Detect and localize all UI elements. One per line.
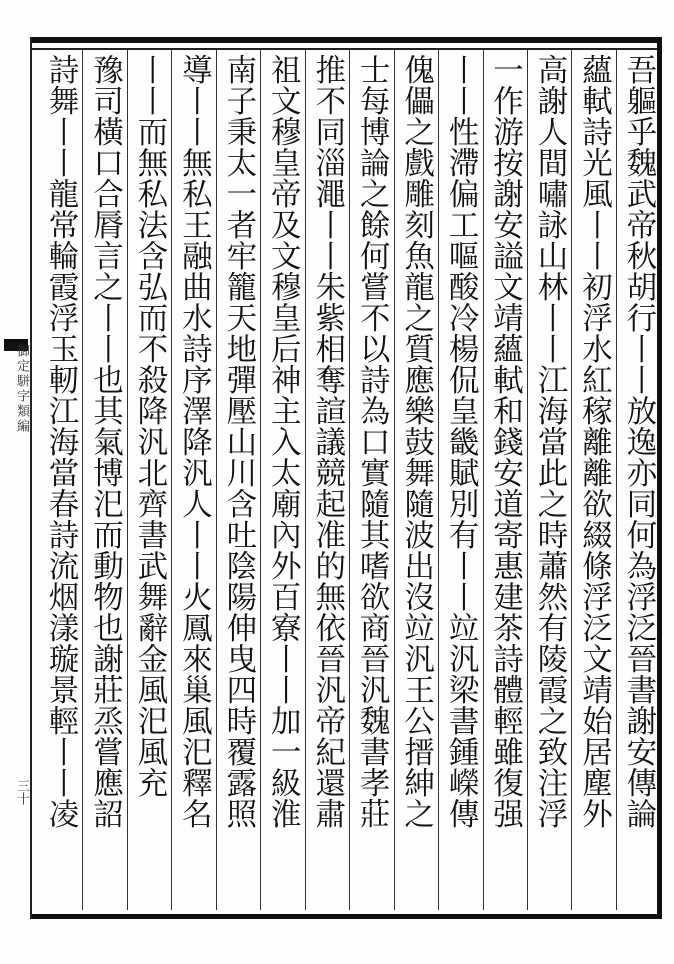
margin-column: [0, 44, 38, 914]
text-column: 導丨丨無私王融曲水詩序澤降汎人丨丨火鳳來巢風汜釋名: [171, 50, 215, 910]
text-column: 傀儡之戲雕刻魚龍之質應樂鼓舞隨波出沒竝汎王公搢紳之: [394, 50, 438, 910]
margin-caption: 御定駢字類編: [14, 344, 29, 434]
text-column: 高謝人間嘯詠山林丨丨江海當此之時蕭然有陵霞之致注浮: [527, 50, 571, 910]
text-body: [38, 50, 660, 910]
text-column: 士每博論之餘何嘗不以詩為口實隨其嗜欲商晉汎魏書孝莊: [349, 50, 393, 910]
text-column: 丨丨性滯偏工嘔酸冷楊侃皇畿賦別有丨丨竝汎梁書鍾嶸傳: [438, 50, 482, 910]
text-column: 丨丨而無私法含弘而不殺降汎北齊書武舞辭金風汜風充: [127, 50, 171, 910]
bottom-border-rule: [30, 914, 662, 919]
text-column: 詩舞丨丨龍常輪霞浮玉軔江海當春詩流烟漾璇景輕丨丨凌: [43, 54, 78, 829]
text-column: 推不同淄澠丨丨朱紫相奪諠議競起准的無依晉汎帝紀還肅: [305, 50, 349, 910]
text-column: 南子秉太一者牢籠天地彈壓山川含吐陰陽伸曳四時覆露照: [216, 50, 260, 910]
text-column: 豫司橫口合脣言之丨丨也其氣博汜而動物也謝莊烝嘗應詔: [82, 50, 126, 910]
margin-page-number: 三十: [14, 779, 29, 805]
text-column: 蘊軾詩光風丨丨初浮水紅稼離離欲綴條浮泛文靖始居塵外: [571, 50, 615, 910]
text-column: 祖文穆皇帝及文穆皇后神主入太廟內外百寮丨丨加一級淮: [260, 50, 304, 910]
text-column: 一作游按謝安謚文靖蘊軾和錢安道寄惠建茶詩體輕雖復强: [483, 50, 527, 910]
top-border-rule: [30, 37, 662, 43]
text-column: 吾軀乎魏武帝秋胡行丨丨放逸亦同何為浮泛晉書謝安傳論: [616, 50, 660, 910]
